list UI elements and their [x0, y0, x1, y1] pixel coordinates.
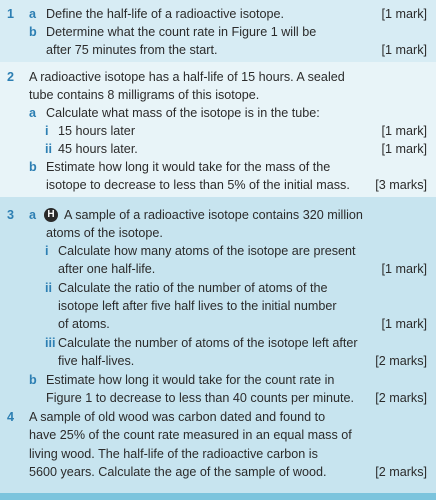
- q3aii-line: [0, 297, 436, 315]
- q2a-text: Calculate what mass of the isotope is in the tube:: [46, 106, 320, 120]
- q2-stem-text: tube contains 8 milligrams of this isotope.: [29, 88, 260, 102]
- subpart-label: ii: [45, 142, 52, 156]
- marks-label: [1 mark]: [381, 142, 427, 156]
- q3aiii-line: [0, 352, 436, 370]
- part-label: b: [29, 160, 37, 174]
- marks-label: [1 mark]: [381, 124, 427, 138]
- q3ai-line: [0, 242, 436, 260]
- q2aii-text: 45 hours later.: [58, 142, 138, 156]
- q1b-line: [0, 23, 436, 41]
- part-label: a: [29, 208, 37, 222]
- q3aii-text: isotope left after five half lives to the initial number: [58, 299, 337, 313]
- question-number: 3: [7, 208, 15, 222]
- q2-stem-text: A radioactive isotope has a half-life of 15 hours. A sealed: [29, 70, 345, 84]
- q2b-line: [0, 176, 436, 194]
- part-label: a: [29, 7, 37, 21]
- q2-stem-line: [0, 86, 436, 104]
- q3a-stem-text: A sample of a radioactive isotope contains 320 million: [64, 208, 363, 222]
- subpart-label: i: [45, 244, 49, 258]
- question-number: 4: [7, 410, 15, 424]
- q4-line: [0, 408, 436, 426]
- q1b-text: after 75 minutes from the start.: [46, 43, 218, 57]
- marks-label: [1 mark]: [381, 317, 427, 331]
- q4-line: [0, 426, 436, 444]
- higher-tier-icon: H: [44, 208, 58, 222]
- q2b-text: isotope to decrease to less than 5% of the initial mass.: [46, 178, 350, 192]
- q3aiii-line: [0, 334, 436, 352]
- marks-label: [1 mark]: [381, 43, 427, 57]
- question-number: 1: [7, 7, 15, 21]
- part-label: b: [29, 25, 37, 39]
- q2a-line: [0, 104, 436, 122]
- bottom-divider: [0, 493, 436, 500]
- q2aii-line: [0, 140, 436, 158]
- q3aii-line: [0, 315, 436, 333]
- q1a-line: [0, 5, 436, 23]
- marks-label: [2 marks]: [375, 391, 427, 405]
- q4-line: [0, 445, 436, 463]
- q3ai-text: after one half-life.: [58, 262, 156, 276]
- q3a-stem-line: [0, 206, 436, 224]
- q4-text: living wood. The half-life of the radioactive carbon is: [29, 447, 318, 461]
- q3aiii-text: five half-lives.: [58, 354, 135, 368]
- marks-label: [2 marks]: [375, 465, 427, 479]
- q3b-line: [0, 371, 436, 389]
- q2ai-text: 15 hours later: [58, 124, 136, 138]
- q3ai-line: [0, 260, 436, 278]
- q2b-line: [0, 158, 436, 176]
- q3ai-text: Calculate how many atoms of the isotope are present: [58, 244, 356, 258]
- q3aii-text: Calculate the ratio of the number of atoms of the: [58, 281, 328, 295]
- q3b-line: [0, 389, 436, 407]
- part-label: a: [29, 106, 37, 120]
- q3aii-text: of atoms.: [58, 317, 110, 331]
- question-number: 2: [7, 70, 15, 84]
- q4-text: 5600 years. Calculate the age of the sample of wood.: [29, 465, 327, 479]
- subpart-label: iii: [45, 336, 56, 350]
- q2-stem-line: [0, 68, 436, 86]
- q2b-text: Estimate how long it would take for the mass of the: [46, 160, 331, 174]
- q4-text: A sample of old wood was carbon dated and found to: [29, 410, 326, 424]
- marks-label: [2 marks]: [375, 354, 427, 368]
- marks-label: [3 marks]: [375, 178, 427, 192]
- q3aii-line: [0, 279, 436, 297]
- part-label: b: [29, 373, 37, 387]
- q1b-line: [0, 41, 436, 59]
- q4-line: [0, 463, 436, 481]
- q4-text: have 25% of the count rate measured in an equal mass of: [29, 428, 352, 442]
- q2ai-line: [0, 122, 436, 140]
- subpart-label: ii: [45, 281, 52, 295]
- subpart-label: i: [45, 124, 49, 138]
- marks-label: [1 mark]: [381, 262, 427, 276]
- q3b-text: Figure 1 to decrease to less than 40 counts per minute.: [46, 391, 355, 405]
- q1a-text: Define the half-life of a radioactive isotope.: [46, 7, 285, 21]
- q1b-text: Determine what the count rate in Figure 1 will be: [46, 25, 317, 39]
- marks-label: [1 mark]: [381, 7, 427, 21]
- q3aiii-text: Calculate the number of atoms of the isotope left after: [58, 336, 358, 350]
- q3a-stem-line: [0, 224, 436, 242]
- q3a-stem-text: atoms of the isotope.: [46, 226, 163, 240]
- q3b-text: Estimate how long it would take for the count rate in: [46, 373, 335, 387]
